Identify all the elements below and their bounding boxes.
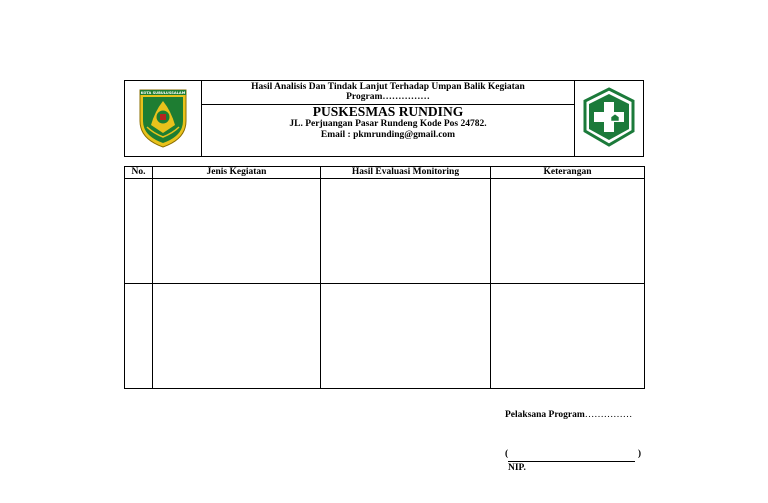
column-header-keterangan: Keterangan <box>491 167 645 179</box>
title-line-2: Program…………… <box>346 92 430 102</box>
table-cell[interactable] <box>491 179 645 284</box>
organization-block <box>202 105 574 156</box>
signature-nip: NIP. <box>508 463 526 473</box>
signature-name-line <box>505 449 641 463</box>
column-header-jenis-kegiatan: Jenis Kegiatan <box>153 167 321 179</box>
organization-address: JL. Perjuangan Pasar Rundeng Kode Pos 24782. <box>289 119 487 129</box>
column-header-no: No. <box>125 167 153 179</box>
puskesmas-logo <box>574 81 643 156</box>
signature-role: Pelaksana Program <box>505 410 585 420</box>
organization-name: PUSKESMAS RUNDING <box>312 104 464 119</box>
table-cell[interactable] <box>491 284 645 389</box>
emblem-caption: KOTA SUBULUSSALAM <box>140 91 186 95</box>
table-cell[interactable] <box>125 179 153 284</box>
table-cell[interactable] <box>321 284 491 389</box>
table-header-row <box>125 167 645 179</box>
table-cell[interactable] <box>153 179 321 284</box>
signature-label <box>505 410 632 420</box>
signature-close-paren: ) <box>637 449 641 459</box>
evaluation-table <box>124 166 645 389</box>
table-row <box>125 179 645 284</box>
document-title <box>202 81 574 105</box>
column-header-hasil-evaluasi: Hasil Evaluasi Monitoring <box>321 167 491 179</box>
kota-subulussalam-emblem <box>125 81 202 156</box>
table-row <box>125 284 645 389</box>
table-cell[interactable] <box>321 179 491 284</box>
signature-dots: …………… <box>584 410 633 420</box>
organization-email: Email : pkmrunding@gmail.com <box>320 130 456 140</box>
title-line-1: Hasil Analisis Dan Tindak Lanjut Terhadap Umpan Balik Kegiatan <box>251 82 525 92</box>
table-cell[interactable] <box>125 284 153 389</box>
letterhead <box>124 80 644 157</box>
table-cell[interactable] <box>153 284 321 389</box>
signature-open-paren: ( <box>505 449 509 459</box>
signature-underline <box>508 461 635 462</box>
